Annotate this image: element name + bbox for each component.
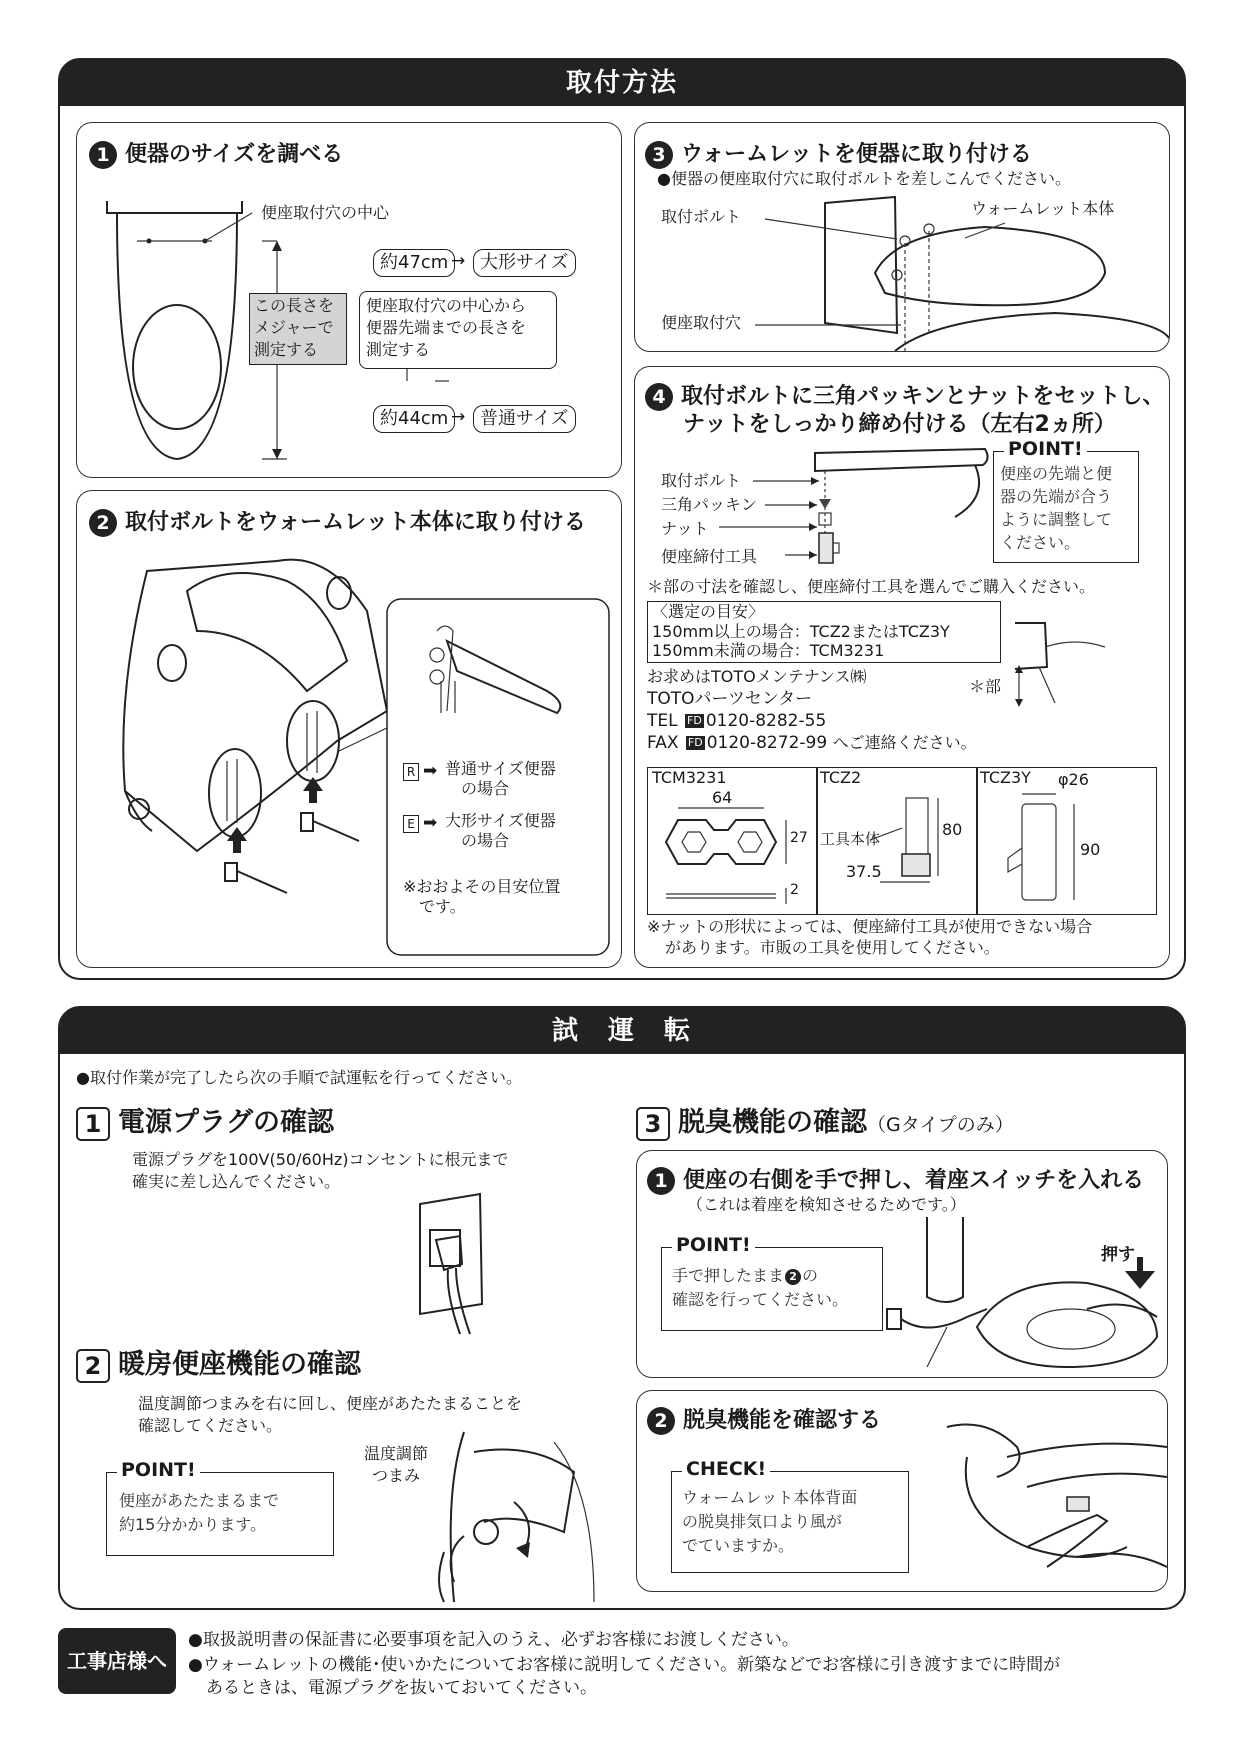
position-note: です。	[419, 897, 466, 916]
panel-attach-bolts	[76, 490, 622, 968]
contact-fax	[647, 733, 977, 754]
heated-seat-text: 温度調節つまみを右に回し、便座があたたまることを	[138, 1394, 523, 1413]
point-text: 確認を行ってください。	[672, 1290, 849, 1309]
tool-name: TCZ3Y	[980, 768, 1031, 787]
point-text	[672, 1266, 818, 1286]
dim-width: 64	[712, 788, 733, 807]
deodorizer-title	[636, 1100, 1014, 1141]
part-label: ＊部	[969, 677, 1002, 696]
selection-guide-box	[647, 601, 1001, 663]
label-seat-body: ウォームレット本体	[971, 199, 1115, 218]
point-text: 便座があたたまるまで	[119, 1491, 280, 1510]
point-text: 便座の先端と便	[1000, 464, 1113, 483]
point-title: POINT!	[117, 1459, 200, 1481]
power-plug-text: 確実に差し込んでください。	[132, 1172, 341, 1191]
center-hole-label: 便座取付穴の中心	[261, 203, 390, 222]
point-title: POINT!	[672, 1234, 755, 1256]
measure-desc-line: 便器先端までの長さを	[366, 318, 527, 337]
seat-switch-title	[647, 1163, 1144, 1195]
step-number-badge: 1	[647, 1167, 675, 1195]
check-deodorizer-title-text: 脱臭機能を確認する	[683, 1408, 882, 1433]
panel-check-deodorizer	[636, 1390, 1168, 1592]
step-number-badge: 2	[89, 509, 117, 537]
panel-tighten-nuts	[634, 366, 1170, 968]
dim-height: 80	[942, 820, 963, 839]
measure-label-line: 測定する	[254, 340, 319, 359]
install-section	[58, 58, 1186, 980]
label-tool: 便座締付工具	[661, 547, 758, 566]
dim-width: 37.5	[846, 862, 882, 881]
nut-note: があります。市販の工具を使用してください。	[665, 938, 1000, 957]
check-text: ウォームレット本体背面	[682, 1488, 858, 1507]
knob-turn-illustration	[404, 1432, 594, 1602]
size-large-label: 大形サイズ	[473, 249, 576, 277]
tools-table	[647, 767, 1157, 915]
freedial-icon: FD	[687, 736, 703, 750]
guide-line: 150mm以上の場合：TCZ2またはTCZ3Y	[652, 622, 950, 641]
nut-note: ※ナットの形状によっては、便座締付工具が使用できない場合	[647, 917, 1093, 936]
dim-thickness: 2	[790, 882, 799, 898]
tool-name: TCM3231	[652, 768, 727, 787]
label-nut: ナット	[661, 519, 709, 538]
panel3-instruction: ●便器の便座取付穴に取付ボルトを差しこんでください。	[657, 169, 1071, 188]
tel-number: 0120-8282-55	[705, 711, 827, 731]
point-text: 約15分かかります。	[119, 1515, 267, 1534]
contractor-badge	[58, 1628, 176, 1694]
measure-desc-line: 測定する	[366, 340, 431, 359]
size-large-length: 約47cm	[373, 249, 455, 277]
dim-height: 90	[1080, 840, 1101, 859]
contact-center: TOTOパーツセンター	[647, 689, 813, 709]
contact-company: お求めはTOTOメンテナンス㈱	[647, 667, 867, 686]
heated-seat-title-text: 暖房便座機能の確認	[118, 1349, 361, 1380]
step-number-badge: 2	[647, 1407, 675, 1435]
legend-r-text: 普通サイズ便器	[445, 759, 556, 778]
measure-desc-box	[359, 291, 557, 369]
step-number-badge: 3	[645, 141, 673, 169]
seat-switch-title-text: 便座の右側を手で押し、着座スイッチを入れる	[683, 1168, 1145, 1193]
footer-line: ●ウォームレットの機能･使いかたについてお客様に説明してください。新築などでお客様に引き渡すまでに時間が	[188, 1655, 1061, 1675]
measure-desc-line: 便座取付穴の中心から	[366, 296, 527, 315]
dim-diameter: φ26	[1058, 770, 1089, 789]
point-text-part: 手で押したまま	[672, 1266, 785, 1285]
install-header: 取付方法	[60, 60, 1184, 106]
point-box-align	[993, 438, 1139, 563]
step-number-badge: 4	[645, 383, 673, 411]
panel-mount-seat	[634, 122, 1170, 352]
size-normal-length: 約44cm	[373, 405, 455, 433]
arrow-icon: →	[451, 407, 466, 427]
fax-number: 0120-8272-99	[706, 733, 828, 753]
point-text: ください。	[1000, 533, 1081, 552]
tool-body-label: 工具本体	[820, 830, 881, 848]
point-text: 器の先端が合う	[1000, 487, 1113, 506]
measure-note-box	[249, 293, 347, 365]
knob-label: つまみ	[372, 1466, 421, 1485]
power-plug-text: 電源プラグを100V(50/60Hz)コンセントに根元まで	[132, 1150, 509, 1169]
panel4-title-line2: ナットをしっかり締め付ける（左右2ヵ所）	[683, 412, 1116, 437]
point-box-heat	[106, 1459, 334, 1556]
footer-line: あるときは、電源プラグを抜いておいてください。	[206, 1678, 597, 1698]
arrow-right-icon: ➡	[423, 761, 438, 781]
airflow-check-illustration	[927, 1397, 1167, 1587]
legend-e-text: の場合	[461, 831, 510, 850]
guide-line: 150mm未満の場合：TCM3231	[652, 641, 885, 660]
seat-switch-sub: （これは着座を検知させるためです。）	[687, 1195, 966, 1214]
label-mount-hole: 便座取付穴	[661, 313, 742, 332]
trial-header: 試 運 転	[60, 1008, 1184, 1054]
trial-section	[58, 1006, 1186, 1610]
point-title: POINT!	[1004, 438, 1087, 460]
press-seat-illustration	[887, 1217, 1167, 1377]
deodorizer-title-text: 脱臭機能の確認	[678, 1107, 867, 1138]
freedial-icon: FD	[687, 714, 702, 728]
tool-select-note: ＊部の寸法を確認し、便座締付工具を選んでご購入ください。	[647, 577, 1096, 596]
check-box-airflow	[671, 1458, 909, 1573]
size-normal-label: 普通サイズ	[473, 405, 576, 433]
panel-measure-size	[76, 122, 622, 478]
check-text: でていますか。	[682, 1536, 795, 1555]
deodorizer-subtitle: （Gタイプのみ）	[867, 1114, 1014, 1136]
point-box-hold	[661, 1234, 883, 1331]
label-bolt: 取付ボルト	[661, 471, 742, 490]
trial-intro: ●取付作業が完了したら次の手順で試運転を行ってください。	[76, 1068, 522, 1087]
heated-seat-text: 確認してください。	[138, 1416, 283, 1435]
fax-label: FAX	[647, 733, 679, 753]
power-plug-title	[76, 1100, 334, 1141]
legend-r-text: の場合	[461, 779, 510, 798]
guide-title: 〈選定の目安〉	[652, 602, 765, 621]
check-title: CHECK!	[682, 1458, 770, 1480]
panel2-title-text: 取付ボルトをウォームレット本体に取り付ける	[125, 510, 586, 535]
check-deodorizer-title	[647, 1403, 881, 1435]
measure-label-line: メジャーで	[254, 318, 334, 337]
footer-line: ●取扱説明書の保証書に必要事項を記入のうえ、必ずお客様にお渡しください。	[188, 1630, 799, 1650]
step-number-badge: 2	[76, 1349, 110, 1383]
step-number-badge: 1	[76, 1107, 110, 1141]
check-text: の脱臭排気口より風が	[682, 1512, 843, 1531]
outlet-plug-illustration	[400, 1194, 520, 1344]
step-ref-badge: 2	[785, 1269, 801, 1285]
contractor-badge-text: 工事店様へ	[67, 1649, 167, 1673]
step-number-badge: 3	[636, 1107, 670, 1141]
panel-seat-switch	[636, 1150, 1168, 1378]
arrow-icon: →	[451, 251, 466, 271]
tool-name: TCZ2	[820, 768, 862, 787]
dim-height: 27	[790, 830, 808, 846]
label-mount-bolt: 取付ボルト	[661, 207, 742, 226]
legend-e-text: 大形サイズ便器	[445, 811, 556, 830]
heated-seat-title	[76, 1342, 361, 1383]
step-number-badge: 1	[89, 141, 117, 169]
tel-label: TEL	[647, 711, 678, 731]
power-plug-title-text: 電源プラグの確認	[118, 1107, 334, 1138]
position-note: ※おおよその目安位置	[403, 877, 561, 896]
mark-e: E	[403, 815, 419, 833]
panel1-title-text: 便器のサイズを調べる	[125, 142, 344, 167]
panel4-title-text: 取付ボルトに三角パッキンとナットをセットし、	[681, 384, 1165, 409]
push-label: 押す	[1101, 1245, 1135, 1265]
measure-label-line: この長さを	[254, 296, 335, 315]
contact-tel	[647, 711, 826, 732]
arrow-right-icon: ➡	[423, 813, 438, 833]
point-text: ように調整して	[1000, 510, 1113, 529]
panel3-title-text: ウォームレットを便器に取り付ける	[681, 142, 1032, 167]
fax-suffix: へご連絡ください。	[832, 733, 977, 752]
mark-r: R	[403, 763, 419, 781]
label-packing: 三角パッキン	[661, 495, 757, 514]
point-text-part: の	[802, 1266, 819, 1285]
knob-label: 温度調節	[364, 1444, 429, 1463]
